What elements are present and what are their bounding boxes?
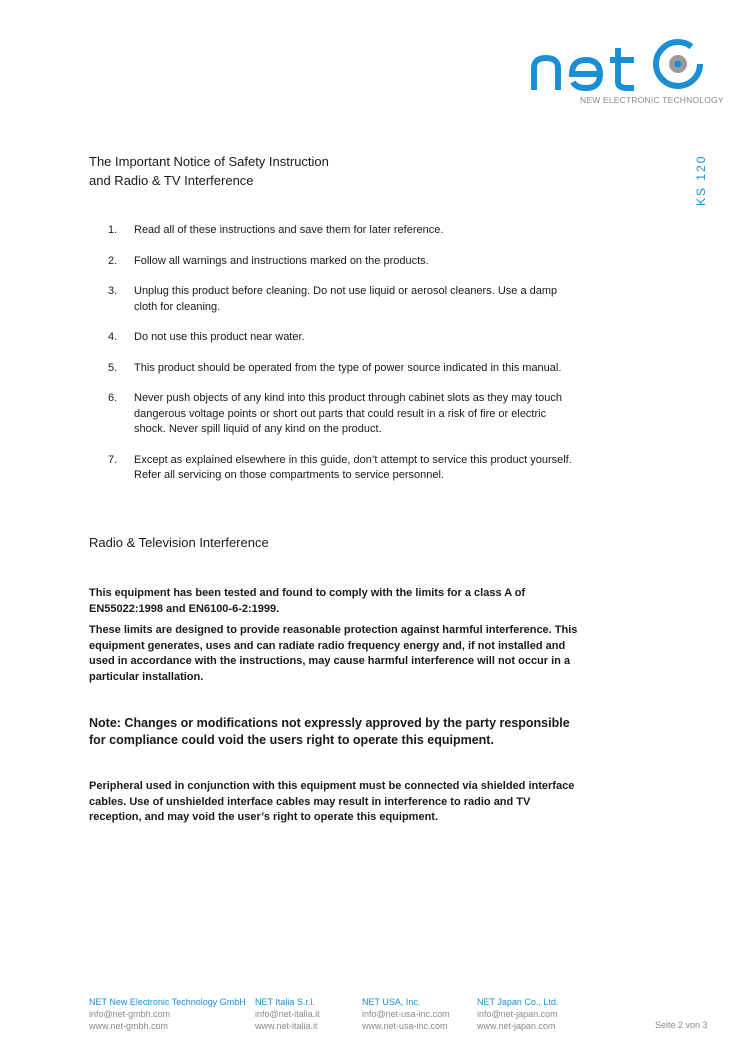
peripheral-paragraph: Peripheral used in conjunction with this equipment must be connected via shielded interface cables. Use of unshielded interface cables may result in interference to radio and TV reception, and may void the user’s right to operate this equipment. [89,780,575,823]
compliance-paragraph: This equipment has been tested and found to comply with the limits for a class A of EN55022:1998 and EN6100-6-2:1999. [89,587,526,615]
footer-company-name: NET New Electronic Technology GmbH [89,997,246,1007]
footer-company-name: NET USA, Inc. [362,997,421,1007]
side-product-code: KS 120 [694,154,708,206]
note-paragraph: Note: Changes or modifications not expressly approved by the party responsible for compliance could void the users right to operate this equipment. [89,716,570,747]
list-item-number: 7. [108,453,118,466]
list-item-number: 5. [108,361,118,374]
list-item-text: Never push objects of any kind into this product through cabinet slots as they may touch dangerous voltage points or short out parts that could result in a risk of fire or electric shock. Never spill liquid of any kind on the product. [134,392,563,435]
footer-company-name: NET Italia S.r.l. [255,997,315,1007]
list-item [108,254,578,270]
list-item [108,223,578,239]
title-line-1: The Important Notice of Safety Instruction [89,154,329,169]
list-item-number: 4. [108,331,118,343]
title-line-2: and Radio & TV Interference [89,173,254,188]
page-title [89,152,329,190]
footer-web-link[interactable]: www.net-italia.it [255,1021,318,1031]
footer-email-link[interactable]: info@net-italia.it [255,1009,320,1019]
footer-email-link[interactable]: info@net-usa-inc.com [362,1009,450,1019]
list-item [108,391,578,438]
list-item-text: Read all of these instructions and save them for later reference. [134,224,444,236]
list-item-number: 6. [108,392,118,404]
list-item-text: Unplug this product before cleaning. Do not use liquid or aerosol cleaners. Use a damp cloth for cleaning. [134,285,558,313]
footer-company-usa [362,996,450,1032]
limits-paragraph: These limits are designed to provide reasonable protection against harmful interference. This equipment generates, uses and can radiate radio frequency energy and, if not installed and used in accordance with the instructions, may cause harmful interference will not occur in a particular installation. [89,624,578,683]
footer-company-italy [255,996,320,1032]
list-item-text: Except as explained elsewhere in this guide, don’t attempt to service this product yourself. Refer all servicing on those compartments to service personnel. [134,453,572,481]
list-item-text: Do not use this product near water. [134,331,305,343]
footer-email-link[interactable]: info@net-japan.com [477,1009,558,1019]
page-number: Seite 2 von 3 [655,1020,708,1030]
list-item [108,330,578,346]
list-item-text: This product should be operated from the type of power source indicated in this manual. [134,361,562,374]
list-item-text: Follow all warnings and instructions marked on the products. [134,254,429,267]
footer-web-link[interactable]: www.net-usa-inc.com [362,1021,448,1031]
footer-company-japan [477,996,558,1032]
logo-tagline: NEW ELECTRONIC TECHNOLOGY [580,95,724,105]
footer-company-name: NET Japan Co., Ltd. [477,997,559,1007]
list-item [108,284,578,315]
list-item-number: 3. [108,285,118,297]
footer-web-link[interactable]: www.net-japan.com [477,1021,556,1031]
list-item-number: 1. [108,224,118,236]
footer-company-germany [89,996,246,1032]
net-logo [528,38,724,108]
list-item [108,361,578,377]
footer-web-link[interactable]: www.net-gmbh.com [89,1021,169,1031]
section-title-interference: Radio & Television Interference [89,535,269,550]
list-item-number: 2. [108,254,118,267]
net-logo-icon [528,38,714,94]
footer-email-link[interactable]: info@net-gmbh.com [89,1009,171,1019]
instruction-list [108,223,578,499]
list-item [108,453,578,484]
